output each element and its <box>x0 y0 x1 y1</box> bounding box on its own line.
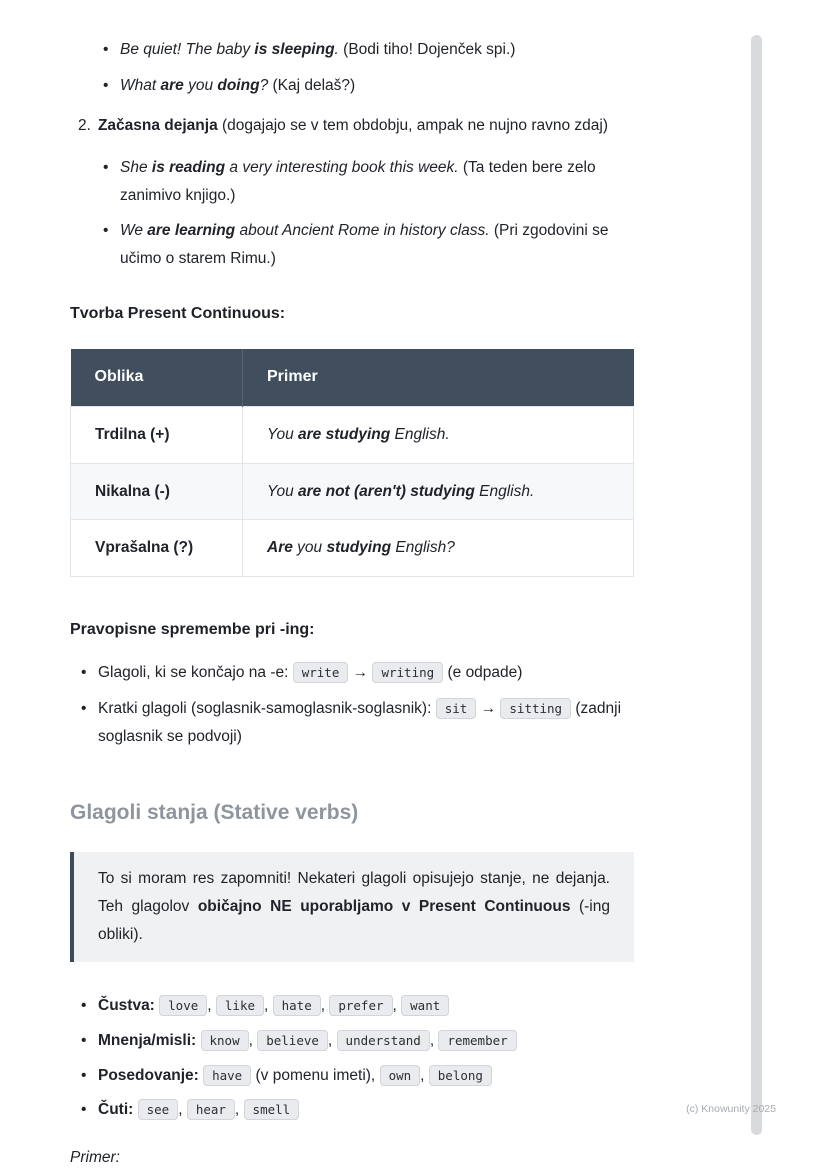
text-segment: . <box>334 41 339 58</box>
code-chip: smell <box>244 1099 300 1120</box>
text-segment: ? <box>259 76 269 94</box>
numbered-item-zacasna-dejanja <box>78 112 634 140</box>
table-cell-label: Trdilna (+) <box>71 406 243 463</box>
table-cell-label: Vprašalna (?) <box>71 520 243 577</box>
callout-text <box>98 870 610 943</box>
bullet-text <box>98 700 621 745</box>
text-segment: English. <box>390 425 450 443</box>
code-chip: belong <box>429 1065 492 1086</box>
bullet-text <box>98 1067 492 1084</box>
bullet-text <box>98 664 522 681</box>
code-chip: understand <box>337 1030 430 1051</box>
text-segment: (Pri zgodovini se učimo o starem Rimu.) <box>120 222 609 268</box>
list-item <box>98 659 634 687</box>
section-heading-tvorba: Tvorba Present Continuous: <box>70 305 286 323</box>
text-segment: (Kaj delaš?) <box>268 76 356 94</box>
table-cell-example <box>243 463 634 520</box>
list-item <box>98 1062 634 1090</box>
text-segment: is reading <box>151 158 226 176</box>
text-segment: → <box>476 699 501 717</box>
code-chip: sitting <box>500 698 571 719</box>
list-item <box>98 695 634 751</box>
text-segment: Be quiet! The baby <box>120 41 255 58</box>
bullet-text <box>98 1101 299 1118</box>
text-segment: (dogajajo se v tem obdobju, ampak ne nujno ravno zdaj) <box>217 116 609 134</box>
item-text <box>98 112 608 140</box>
list-item <box>120 154 634 210</box>
item-number: 2. <box>78 116 91 134</box>
list-item <box>120 36 634 64</box>
text-segment: You <box>267 425 299 443</box>
list-item <box>98 1096 634 1124</box>
code-chip: want <box>401 995 449 1016</box>
bullet-text <box>120 222 608 267</box>
text-segment: , <box>327 1031 337 1049</box>
text-segment: Mnenja/misli: <box>98 1031 201 1049</box>
text-segment: She <box>120 158 152 176</box>
text-segment: (Bodi tiho! Dojenček spi.) <box>338 41 516 58</box>
table-header-row <box>71 349 634 406</box>
text-segment: Posedovanje: <box>98 1066 204 1084</box>
scrollbar-thumb[interactable] <box>751 35 762 1135</box>
text-segment: is sleeping <box>254 41 335 58</box>
list-item <box>98 992 634 1020</box>
text-segment: , <box>420 1066 429 1084</box>
text-segment: You <box>267 482 299 500</box>
text-segment: (-ing obliki). <box>98 897 610 943</box>
text-segment: , <box>429 1031 439 1049</box>
table-cell-example <box>243 406 634 463</box>
stative-verbs-list <box>70 992 634 1125</box>
code-chip: writing <box>372 662 443 683</box>
grammar-table <box>70 349 634 577</box>
text-segment: a very interesting book this week. <box>225 158 459 176</box>
text-segment: studying <box>326 539 392 557</box>
code-chip: remember <box>438 1030 516 1051</box>
text-segment: Glagoli, ki se končajo na -e: <box>98 663 293 681</box>
text-segment: običajno NE uporabljamo v Present Continuous <box>197 897 571 915</box>
code-chip: hear <box>187 1099 235 1120</box>
text-segment: (Ta teden bere zelo zanimivo knjigo.) <box>120 158 596 204</box>
section-heading-pravopis: Pravopisne spremembe pri -ing: <box>70 621 315 639</box>
table-row <box>71 520 634 577</box>
code-chip: like <box>216 995 264 1016</box>
code-chip: own <box>380 1065 421 1086</box>
text-segment: We <box>120 222 148 240</box>
text-segment: are studying <box>298 425 391 443</box>
code-chip: sit <box>436 698 477 719</box>
bullet-text <box>98 997 449 1014</box>
text-segment: are <box>160 76 184 94</box>
list-item <box>120 72 634 100</box>
text-segment: you <box>183 76 218 94</box>
callout-note <box>70 852 634 962</box>
text-segment: you <box>292 539 327 557</box>
list-item <box>98 1027 634 1055</box>
code-chip: believe <box>257 1030 328 1051</box>
code-chip: write <box>293 662 349 683</box>
column-header-primer: Primer <box>243 349 634 406</box>
text-segment: , <box>320 996 330 1014</box>
bullet-text <box>120 159 596 204</box>
text-segment: Čuti: <box>98 1101 138 1119</box>
text-segment: Začasna dejanja <box>97 116 218 134</box>
spelling-rules-list <box>70 659 634 751</box>
table-cell-example <box>243 520 634 577</box>
list-item <box>120 217 634 273</box>
text-segment: Are <box>267 539 293 557</box>
text-segment: Kratki glagoli (soglasnik-samoglasnik-soglasnik): <box>98 699 436 717</box>
document-content <box>70 36 634 1172</box>
text-segment: (e odpade) <box>443 663 523 681</box>
text-segment: English. <box>474 482 535 500</box>
code-chip: love <box>159 995 207 1016</box>
bullet-text <box>120 77 355 94</box>
text-segment: , <box>207 996 216 1014</box>
table-row <box>71 463 634 520</box>
copyright-notice: (c) Knowunity 2025 <box>686 1103 776 1115</box>
text-segment: , <box>178 1101 187 1119</box>
temporary-actions-list <box>70 154 634 274</box>
text-segment: (v pomenu imeti), <box>251 1066 380 1084</box>
bullet-text <box>98 1032 517 1049</box>
code-chip: know <box>201 1030 249 1051</box>
text-segment: Čustva: <box>98 996 160 1014</box>
text-segment: , <box>264 996 273 1014</box>
text-segment: , <box>248 1031 258 1049</box>
text-segment: → <box>348 663 373 681</box>
bullet-text <box>120 41 515 58</box>
code-chip: hate <box>273 995 321 1016</box>
table-cell-label: Nikalna (-) <box>71 463 243 520</box>
code-chip: prefer <box>329 995 392 1016</box>
text-segment: (zadnji soglasnik se podvoji) <box>98 699 622 745</box>
intro-bullet-list <box>70 36 634 100</box>
text-segment: What <box>120 76 161 94</box>
text-segment: doing <box>217 76 260 94</box>
text-segment: about Ancient Rome in history class. <box>235 222 490 240</box>
table-row <box>71 406 634 463</box>
text-segment: are learning <box>147 222 236 240</box>
code-chip: have <box>203 1065 251 1086</box>
text-segment: English? <box>391 539 455 557</box>
text-segment: To si moram res zapomniti! Nekateri glagoli opisujejo stanje, ne dejanja. Teh glagolov <box>98 870 610 915</box>
text-segment: , <box>392 996 402 1014</box>
text-segment: are not (aren't) studying <box>298 482 475 500</box>
primer-label: Primer: <box>70 1149 120 1167</box>
text-segment: , <box>234 1101 244 1119</box>
section-heading-stative-verbs: Glagoli stanja (Stative verbs) <box>70 800 359 824</box>
code-chip: see <box>138 1099 179 1120</box>
column-header-oblika: Oblika <box>71 349 243 406</box>
